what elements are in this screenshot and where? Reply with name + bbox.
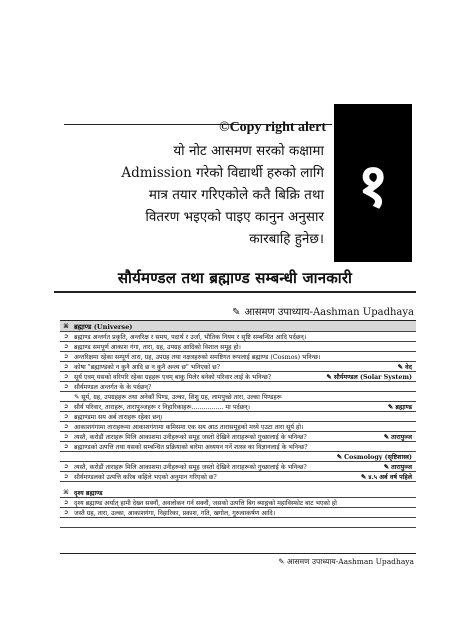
command-icon: ⌘ <box>63 322 69 330</box>
footer-rule <box>60 553 416 554</box>
footer-author <box>278 557 414 567</box>
row-text: ब्रह्माण्डको उत्पत्ति तथा यसको सम्बन्धित प्रक्रियाको बारेमा अध्ययन गर्ने शास्त्र का विज्ञानलाई के भनिन्छ? <box>74 444 308 451</box>
row-text: कोषा "ब्रह्माण्डको न कुनै आदि छ न कुनै अन्त्य छ" भनिएको छ? <box>74 364 221 371</box>
author-name: आसमण उपाध्याय-Aashman Upadhaya <box>244 307 414 318</box>
table-row <box>60 508 416 518</box>
table-row <box>60 432 416 442</box>
footer-author-name: आसमण उपाध्याय-Aashman Upadhaya <box>286 557 414 566</box>
notice-line-4: वितरण भइएको पाइए कानुन अनुसार <box>145 209 324 225</box>
row-text: ब्रह्माण्ड समपूर्ण आकाश गंगा, तारा, ग्रह, उपग्रह आदिको विशाल समूह हो। <box>74 344 241 351</box>
row-text: ✎ सूर्य, ग्रह, उपग्रहहरू तथा अनेकौं पिण्ड, उल्का, शिशु ग्रह, लामपुच्छे तारा, उल्का पिण्डहरू <box>74 394 282 401</box>
row-text: दृश्य ब्रह्माण्ड अर्थात् हामी देख्न सक्नौं, अवलोकन गर्न सक्नौं, जसको उत्पत्ति बिग ब्याङ्गको महाविस्फोट बाट भएको हो <box>74 500 337 507</box>
table-row <box>60 392 416 402</box>
pen-icon: ✎ <box>278 557 287 566</box>
copyright-notice <box>64 120 332 250</box>
bullet-arrow-icon: ➲ <box>63 509 69 516</box>
row-answer: ✎ तारापुञ्ज <box>383 434 412 441</box>
row-text: ब्रह्माण्ड अन्तर्गत प्रकृति, अन्तरिक्ष र समय, पदार्थ र उर्जा, भौतिक नियम र सृष्टि सम्बन्धित आदि पर्दछन्। <box>74 334 307 341</box>
chapter-number: १ <box>357 151 389 221</box>
bullet-arrow-icon: ➲ <box>63 403 69 410</box>
table-row <box>60 452 416 462</box>
table-row <box>60 372 416 382</box>
row-answer: ✎ वेद <box>397 364 412 371</box>
table-row <box>60 352 416 362</box>
pen-icon: ✎ <box>232 307 241 318</box>
table-row <box>60 332 416 342</box>
row-text: सौर्यमण्डलको उत्पत्ति करिब कहिले भएको अनुमान गरिएको छ? <box>74 474 217 481</box>
row-text: ब्रह्माण्ड (Universe) <box>74 322 133 331</box>
bullet-arrow-icon: ➲ <box>63 443 69 450</box>
table-row <box>60 498 416 508</box>
author-line <box>232 304 414 318</box>
command-icon: ⌘ <box>63 489 69 496</box>
bullet-arrow-icon: ➲ <box>63 413 69 420</box>
bullet-arrow-icon: ➲ <box>63 473 69 480</box>
notice-line-3: मात्र तयार गरिएकोले कतै बिक्रि तथा <box>148 187 324 203</box>
row-text: ब्रह्माण्डमा सय अर्ब ताराहरू रहेका छन्। <box>74 414 163 421</box>
row-answer: ✎ सौर्यमण्डल (Solar System) <box>326 374 412 381</box>
bullet-arrow-icon: ➲ <box>63 433 69 440</box>
section-heading-row <box>60 321 416 332</box>
bullet-arrow-icon: ➲ <box>63 499 69 506</box>
row-text: त्यस्तै, करोडौं ताराहरू मिलि आकाशमा उनीहरूको समूह जस्तो देखिने ताराहरूको गुच्छालाई के भनिन्छ? <box>74 464 307 471</box>
bullet-arrow-icon: ➲ <box>63 463 69 470</box>
row-text: सूर्य एवम् यसको वरिपरि रहेका ग्रहहरू एवम् बाकु मिलेर बनेको परिवार लाई के भनिन्छ? <box>74 374 272 381</box>
row-text: अन्तरिक्षमा रहेका सम्पूर्ण तारा, ग्रह, उपग्रह तथा नक्षत्रहरुको समष्टिगत रूपलाई ब्रह्माण्ड (Cosmos) भनिन्छ। <box>74 354 321 361</box>
row-answer: ✎ ब्रह्माण्ड <box>387 404 412 411</box>
row-text: जस्तै ग्रह, तारा, उल्का, आकाशगंगा, निहारिका, प्रकाश, गति, खगोल, गुरुत्वाकर्षण आदि। <box>74 510 276 517</box>
chapter-number-box <box>334 104 412 262</box>
row-answer: ✎ तारापुञ्ज <box>383 464 412 471</box>
row-text: सौर्य परिवार, ताराहरू, तारापुञ्जहरू र निहारिकाहरू................ मा पर्दछन्। <box>74 404 250 411</box>
bullet-arrow-icon: ➲ <box>63 353 69 360</box>
table-row <box>60 422 416 432</box>
table-row <box>60 518 416 528</box>
bullet-arrow-icon: ➲ <box>63 343 69 350</box>
table-row <box>60 472 416 482</box>
table-row <box>60 402 416 412</box>
table-row <box>60 462 416 472</box>
copyright-title: ©Copy right alert <box>219 120 326 135</box>
bullet-arrow-icon: ➲ <box>63 333 69 340</box>
table-row <box>60 362 416 372</box>
row-text: त्यस्तै, करोडौं ताराहरू मिलि आकाशमा उनीहरूको समूह जस्तो देखिने ताराहरूको गुच्छालाई के भनिन्छ? <box>74 434 307 441</box>
notice-line-2: Admission गरेको विद्यार्थी हरुको लागि <box>121 165 324 181</box>
notice-line-5: कारबाहि हुनेछ। <box>249 231 324 247</box>
main-title: सौर्यमण्डल तथा ब्रह्माण्ड सम्बन्धी जानकारी <box>54 268 416 293</box>
table-row <box>60 342 416 352</box>
table-row <box>60 412 416 422</box>
row-answer: ✎ ४.५ अर्ब वर्ष पहिले <box>360 474 412 481</box>
notice-line-1: यो नोट आसमण सरको कक्षामा <box>173 143 324 159</box>
table-row <box>60 442 416 452</box>
row-text: सौर्यमण्डल अन्तर्गत के के पर्दछन्? <box>74 384 152 391</box>
content-table <box>60 320 416 528</box>
section-heading-row <box>60 488 416 498</box>
bullet-arrow-icon: ➲ <box>63 383 69 390</box>
bullet-arrow-icon: ➲ <box>63 373 69 380</box>
row-answer: ✎ Cosmology (सृष्टिशास्त्र) <box>336 454 412 461</box>
row-text: दृश्य ब्रह्माण्ड <box>74 490 103 497</box>
bullet-arrow-icon: ➲ <box>63 363 69 370</box>
table-row <box>60 382 416 392</box>
bullet-arrow-icon: ➲ <box>63 423 69 430</box>
row-text: आकाशगंगामा ताराहरूमा आकाशगंगामा कमिसमा एक सय आठ तारासमूहको मध्ये एउटा तारा सूर्य हो। <box>74 424 304 431</box>
